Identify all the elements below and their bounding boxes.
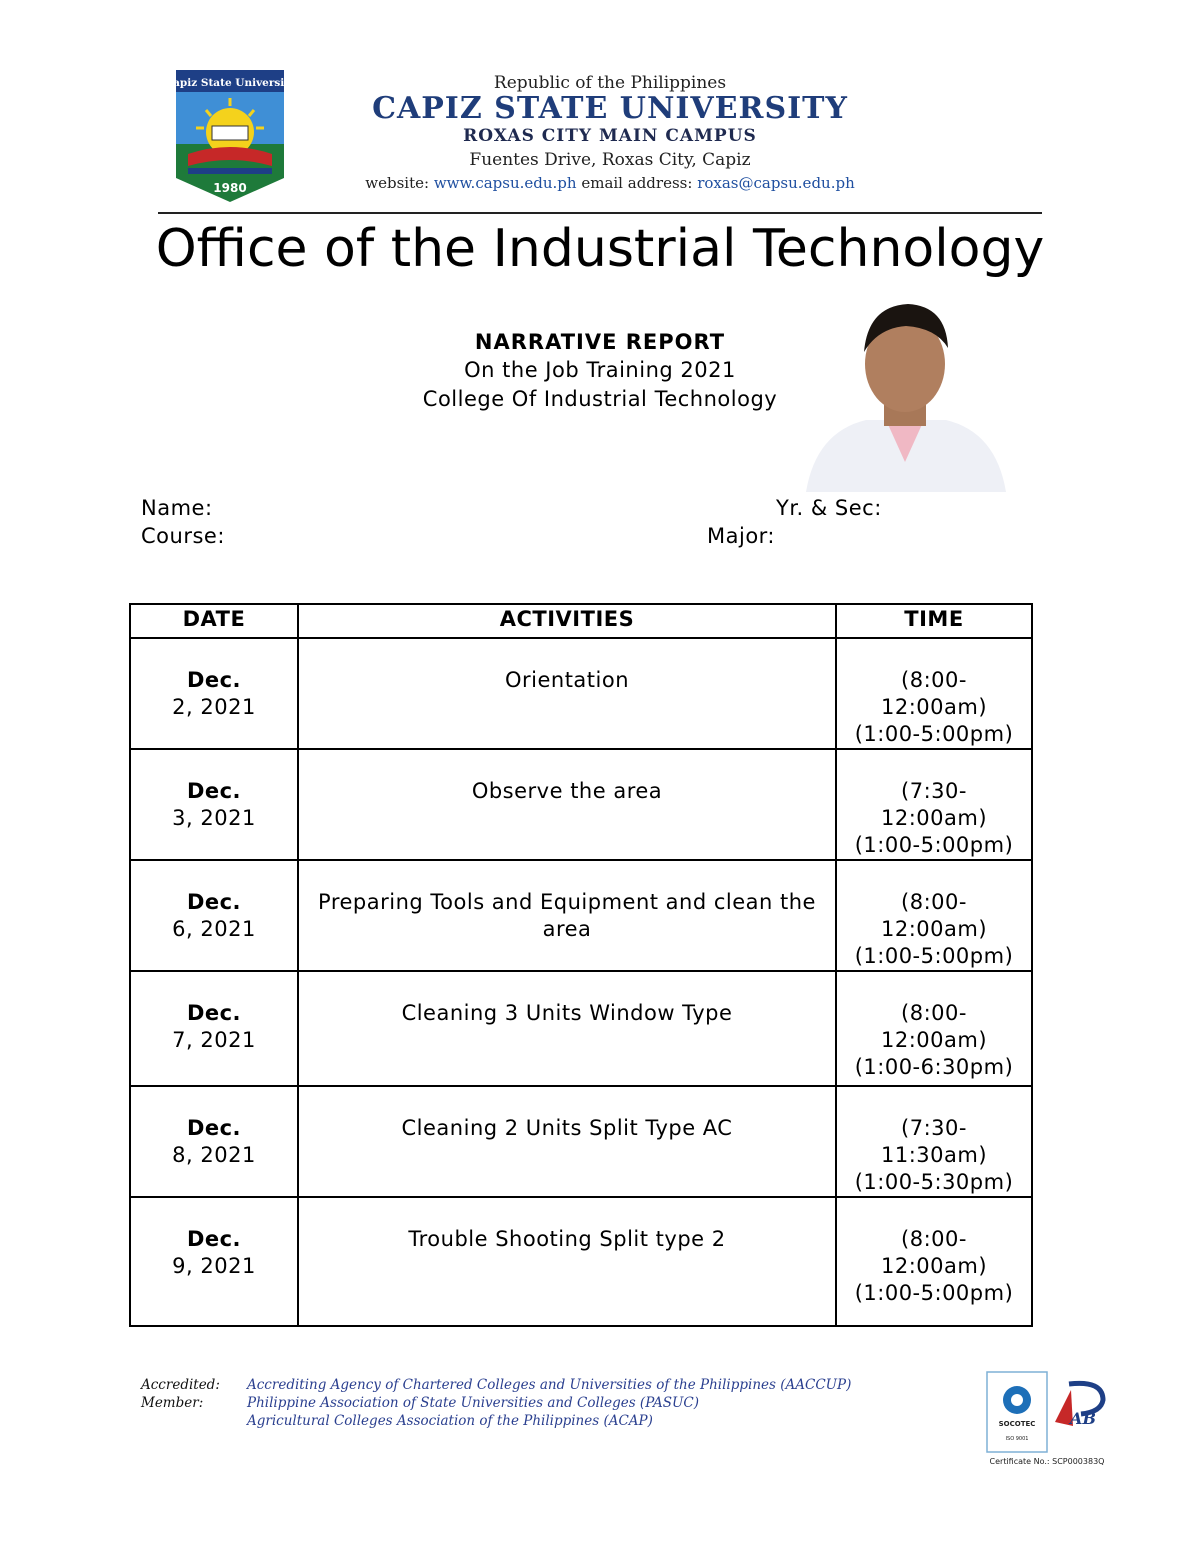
date-month: Dec.: [186, 1001, 242, 1025]
contact-line: [320, 172, 900, 194]
major-label: Major:: [707, 524, 776, 548]
student-photo: [796, 292, 1014, 492]
accredited-label: Accredited:: [141, 1377, 220, 1393]
yr-sec-label: Yr. & Sec:: [776, 496, 882, 520]
pab-label: AB: [1070, 1409, 1096, 1428]
iso-label: ISO 9001: [1005, 1436, 1029, 1442]
logo-banner-text: Capiz State University: [164, 77, 296, 89]
date-cell: [130, 1197, 298, 1326]
university-logo: [164, 70, 296, 202]
table-row: [130, 1086, 1032, 1197]
email-link[interactable]: roxas@capsu.edu.ph: [697, 174, 855, 192]
report-college: College Of Industrial Technology: [422, 387, 778, 411]
time-line: (1:00-5:00pm): [854, 833, 1014, 857]
report-subtitle: On the Job Training 2021: [464, 358, 736, 382]
table-row: [130, 860, 1032, 971]
activity-cell: Orientation: [298, 638, 836, 749]
report-title: NARRATIVE REPORT: [474, 330, 726, 354]
time-line: (1:00-5:00pm): [854, 1281, 1014, 1305]
activity-cell: Trouble Shooting Split type 2: [298, 1197, 836, 1326]
date-month: Dec.: [186, 1116, 242, 1140]
time-line: (8:00-: [901, 1227, 967, 1251]
time-cell: [836, 749, 1032, 860]
time-line: (1:00-5:30pm): [854, 1170, 1014, 1194]
org-pasuc: Philippine Association of State Universities and Colleges (PASUC): [247, 1395, 700, 1411]
activity-text: Preparing Tools and Equipment and clean the area: [318, 890, 816, 941]
activity-cell: Cleaning 3 Units Window Type: [298, 971, 836, 1086]
time-line: (8:00-: [901, 890, 967, 914]
university-name: CAPIZ STATE UNIVERSITY: [372, 91, 848, 126]
date-day: 9, 2021: [172, 1254, 256, 1278]
date-day: 8, 2021: [172, 1143, 256, 1167]
date-cell: [130, 860, 298, 971]
table-row: [130, 971, 1032, 1086]
time-cell: [836, 1086, 1032, 1197]
header-time: TIME: [836, 604, 1032, 638]
time-line: 11:30am): [880, 1143, 988, 1167]
time-line: 12:00am): [880, 1028, 988, 1052]
name-label: Name:: [141, 496, 213, 520]
website-label: website:: [365, 174, 430, 192]
date-month: Dec.: [186, 890, 242, 914]
date-cell: [130, 749, 298, 860]
date-day: 6, 2021: [172, 917, 256, 941]
activity-cell: Cleaning 2 Units Split Type AC: [298, 1086, 836, 1197]
certificate-number: Certificate No.: SCP000383Q: [989, 1457, 1105, 1466]
time-line: (8:00-: [901, 1001, 967, 1025]
date-month: Dec.: [186, 1227, 242, 1251]
socotec-label: SOCOTEC: [998, 1420, 1036, 1428]
certification-badges: [985, 1370, 1110, 1468]
logo-year: 1980: [213, 181, 247, 195]
table-row: [130, 1197, 1032, 1326]
date-month: Dec.: [186, 668, 242, 692]
header-activities: ACTIVITIES: [298, 604, 836, 638]
header-divider: [158, 212, 1042, 214]
time-cell: [836, 971, 1032, 1086]
report-heading: [380, 328, 820, 414]
time-line: (7:30-: [901, 1116, 967, 1140]
campus-name: ROXAS CITY MAIN CAMPUS: [463, 126, 757, 146]
republic-line: Republic of the Philippines: [493, 73, 727, 93]
letterhead: [320, 72, 900, 194]
time-line: (1:00-6:30pm): [854, 1055, 1014, 1079]
date-day: 7, 2021: [172, 1028, 256, 1052]
activity-cell: Observe the area: [298, 749, 836, 860]
date-cell: [130, 971, 298, 1086]
office-title: Office of the Industrial Technology: [155, 219, 1045, 279]
website-link[interactable]: www.capsu.edu.ph: [433, 174, 577, 192]
date-day: 3, 2021: [172, 806, 256, 830]
time-line: 12:00am): [880, 1254, 988, 1278]
time-line: (8:00-: [901, 668, 967, 692]
time-line: (1:00-5:00pm): [854, 944, 1014, 968]
time-cell: [836, 860, 1032, 971]
time-line: (1:00-5:00pm): [854, 722, 1014, 746]
activity-cell: [298, 860, 836, 971]
org-acap: Agricultural Colleges Association of the Philippines (ACAP): [247, 1413, 653, 1429]
time-cell: [836, 1197, 1032, 1326]
date-cell: [130, 1086, 298, 1197]
time-line: (7:30-: [901, 779, 967, 803]
time-line: 12:00am): [880, 695, 988, 719]
activities-table: [129, 603, 1033, 1327]
member-label: Member:: [141, 1395, 204, 1411]
table-header-row: [130, 604, 1032, 638]
date-month: Dec.: [186, 779, 242, 803]
header-date: DATE: [130, 604, 298, 638]
time-line: 12:00am): [880, 806, 988, 830]
date-day: 2, 2021: [172, 695, 256, 719]
time-cell: [836, 638, 1032, 749]
email-label: email address:: [581, 174, 693, 192]
course-label: Course:: [141, 524, 225, 548]
campus-address: Fuentes Drive, Roxas City, Capiz: [469, 150, 751, 170]
table-row: [130, 638, 1032, 749]
org-aaccup: Accrediting Agency of Chartered Colleges and Universities of the Philippines (AACCUP): [247, 1377, 852, 1393]
date-cell: [130, 638, 298, 749]
time-line: 12:00am): [880, 917, 988, 941]
table-row: [130, 749, 1032, 860]
